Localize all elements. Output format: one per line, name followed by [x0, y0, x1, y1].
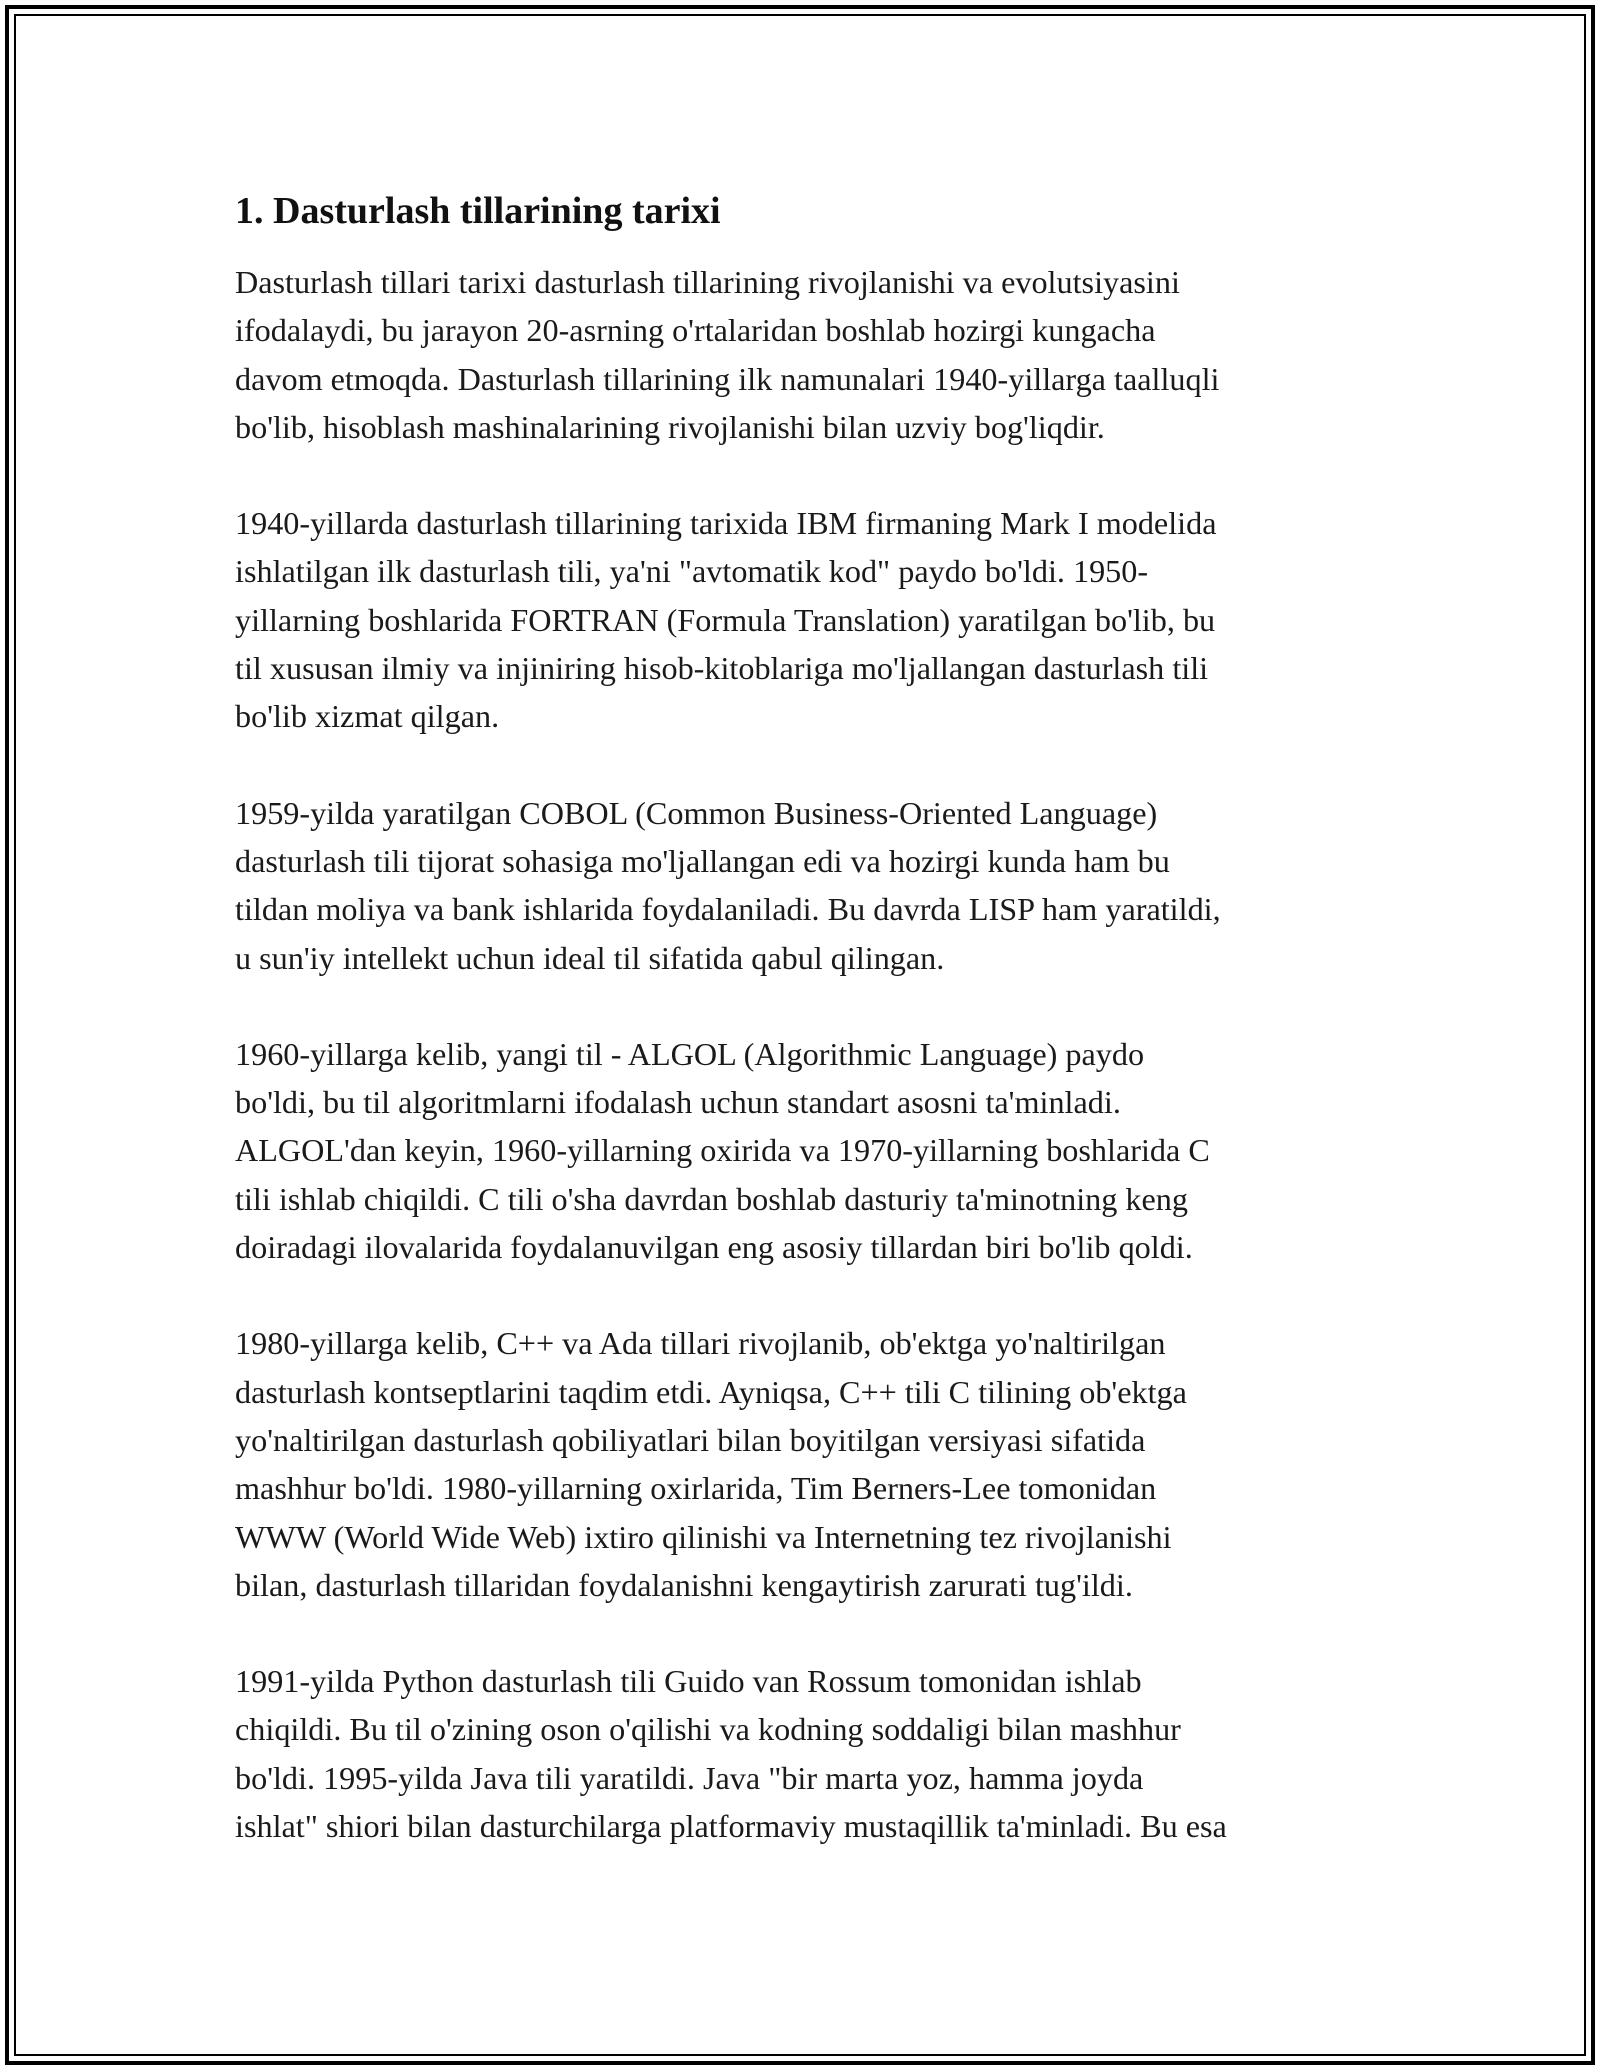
text-line: tildan moliya va bank ishlarida foydalaniladi. Bu davrda LISP ham yaratildi, — [235, 891, 1221, 928]
paragraph-3 — [235, 789, 1375, 982]
text-line: dasturlash tili tijorat sohasiga mo'ljallangan edi va hozirgi kunda ham bu — [235, 842, 1170, 879]
text-line: doiradagi ilovalarida foydalanuvilgan eng asosiy tillardan biri bo'lib qoldi. — [235, 1229, 1193, 1266]
text-line: bo'lib, hisoblash mashinalarining rivojlanishi bilan uzviy bog'liqdir. — [235, 408, 1105, 445]
paragraph-1 — [235, 258, 1375, 451]
text-line: ifodalaydi, bu jarayon 20-asrning o'rtalaridan boshlab hozirgi kungacha — [235, 312, 1156, 349]
paragraph-6 — [235, 1657, 1375, 1850]
text-line: bo'lib xizmat qilgan. — [235, 698, 500, 735]
text-line: bo'ldi. 1995-yilda Java tili yaratildi. Java "bir marta yoz, hamma joyda — [235, 1759, 1144, 1796]
text-line: davom etmoqda. Dasturlash tillarining ilk namunalari 1940-yillarga taalluqli — [235, 360, 1220, 397]
section-heading: 1. Dasturlash tillarining tarixi — [235, 190, 721, 232]
paragraph-4 — [235, 1030, 1375, 1271]
text-line: u sun'iy intellekt uchun ideal til sifatida qabul qilingan. — [235, 939, 945, 976]
text-line: 1991-yilda Python dasturlash tili Guido van Rossum tomonidan ishlab — [235, 1663, 1142, 1700]
text-line: WWW (World Wide Web) ixtiro qilinishi va Internetning tez rivojlanishi — [235, 1518, 1172, 1555]
paragraph-5 — [235, 1319, 1375, 1609]
text-line: ishlatilgan ilk dasturlash tili, ya'ni "avtomatik kod" paydo bo'ldi. 1950- — [235, 553, 1149, 590]
text-line: bilan, dasturlash tillaridan foydalanishni kengaytirish zarurati tug'ildi. — [235, 1566, 1133, 1603]
text-line: ALGOL'dan keyin, 1960-yillarning oxirida va 1970-yillarning boshlarida C — [235, 1132, 1210, 1169]
text-line: mashhur bo'ldi. 1980-yillarning oxirlarida, Tim Berners-Lee tomonidan — [235, 1470, 1157, 1507]
text-line: 1959-yilda yaratilgan COBOL (Common Business-Oriented Language) — [235, 794, 1158, 831]
text-line: 1980-yillarga kelib, C++ va Ada tillari rivojlanib, ob'ektga yo'naltirilgan — [235, 1325, 1166, 1362]
text-line: til xususan ilmiy va injiniring hisob-kitoblariga mo'ljallangan dasturlash tili — [235, 650, 1209, 687]
text-line: tili ishlab chiqildi. C tili o'sha davrdan boshlab dasturiy ta'minotning keng — [235, 1180, 1188, 1217]
text-line: yo'naltirilgan dasturlash qobiliyatlari bilan boyitilgan versiyasi sifatida — [235, 1421, 1146, 1458]
text-line: bo'ldi, bu til algoritmlarni ifodalash uchun standart asosni ta'minladi. — [235, 1084, 1121, 1121]
text-line: yillarning boshlarida FORTRAN (Formula Translation) yaratilgan bo'lib, bu — [235, 601, 1216, 638]
text-line: dasturlash kontseptlarini taqdim etdi. Ayniqsa, C++ tili C tilining ob'ektga — [235, 1373, 1187, 1410]
paragraph-2 — [235, 499, 1375, 740]
document-body — [235, 186, 1375, 1898]
text-line: 1960-yillarga kelib, yangi til - ALGOL (Algorithmic Language) paydo — [235, 1035, 1145, 1072]
text-line: Dasturlash tillari tarixi dasturlash tillarining rivojlanishi va evolutsiyasini — [235, 264, 1180, 300]
text-line: chiqildi. Bu til o'zining oson o'qilishi va kodning soddaligi bilan mashhur — [235, 1711, 1181, 1748]
text-line: 1940-yillarda dasturlash tillarining tarixida IBM firmaning Mark I modelida — [235, 505, 1217, 542]
text-line: ishlat" shiori bilan dasturchilarga platformaviy mustaqillik ta'minladi. Bu esa — [235, 1808, 1227, 1845]
